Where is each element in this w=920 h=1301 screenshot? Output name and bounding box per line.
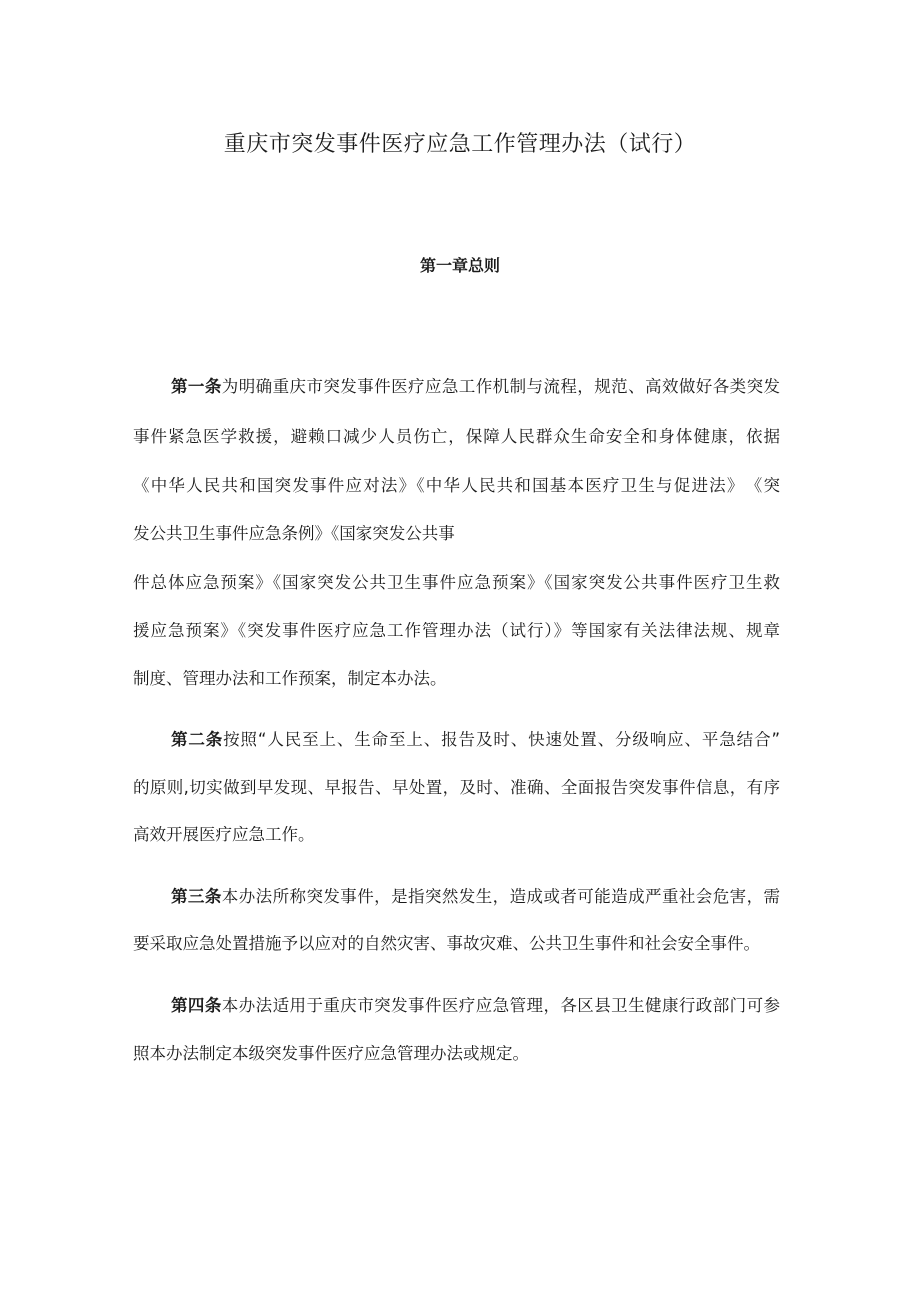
article-2-line-1 [171, 727, 780, 753]
article-2-line-2: 的原则,切实做到早发现、早报告、早处置，及时、准确、全面报告突发事件信息，有序 [133, 778, 780, 797]
article-3-text: 本办法所称突发事件，是指突然发生，造成或者可能造成严重社会危害，需 [221, 887, 781, 906]
article-4-text: 本办法适用于重庆市突发事件医疗应急管理，各区县卫生健康行政部门可参 [221, 996, 781, 1015]
article-1-label: 第一条 [171, 377, 222, 396]
article-2-text: 按照“人民至上、生命至上、报告及时、快速处置、分级响应、平急结合” [223, 730, 780, 749]
article-1-text: 为明确重庆市突发事件医疗应急工作机制与流程，规范、高效做好各类突发 [221, 377, 781, 396]
article-4-line-2: 照本办法制定本级突发事件医疗应急管理办法或规定。 [133, 1044, 529, 1063]
article-1-line-5: 件总体应急预案》《国家突发公共卫生事件应急预案》《国家突发公共事件医疗卫生救 [133, 573, 780, 592]
article-2-line-3: 高效开展医疗应急工作。 [133, 825, 315, 844]
article-1-line-3: 《中华人民共和国突发事件应对法》《中华人民共和国基本医疗卫生与促进法》 《突 [133, 476, 780, 495]
article-3-label: 第三条 [171, 887, 222, 906]
document-title: 重庆市突发事件医疗应急工作管理办法（试行） [223, 132, 697, 157]
article-1-line-2: 事件紧急医学救援，避赖口减少人员伤亡，保障人民群众生命安全和身体健康，依据 [133, 427, 780, 446]
article-2-label: 第二条 [171, 730, 224, 749]
article-1-line-6: 援应急预案》《突发事件医疗应急工作管理办法（试行）》等国家有关法律法规、规章 [133, 621, 780, 640]
article-4-label: 第四条 [171, 996, 222, 1015]
article-4-line-1 [171, 993, 780, 1019]
article-1-line-4: 发公共卫生事件应急条例》《国家突发公共事 [133, 524, 455, 543]
article-1-line-7: 制度、管理办法和工作预案，制定本办法。 [133, 669, 447, 688]
article-3-line-1 [171, 884, 780, 910]
chapter-heading: 第一章总则 [419, 256, 500, 275]
article-1-line-1 [171, 374, 780, 400]
article-3-line-2: 要采取应急处置措施予以应对的自然灾害、事故灾难、公共卫生事件和社会安全事件。 [133, 934, 760, 953]
